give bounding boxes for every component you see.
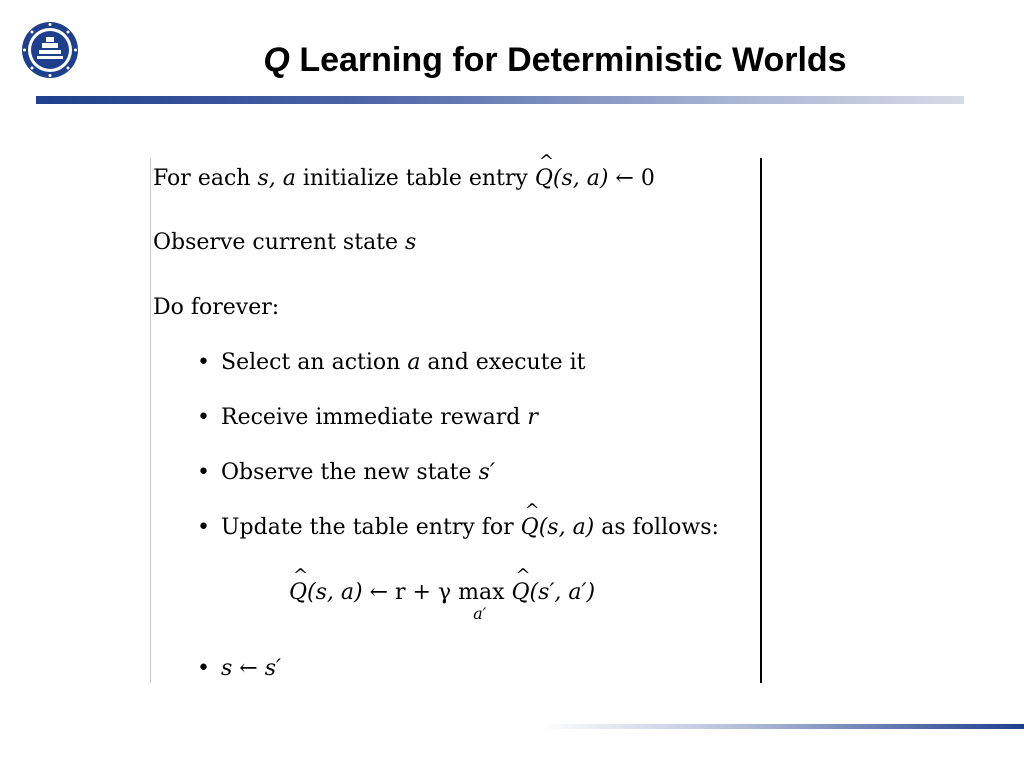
title-underline <box>36 96 964 104</box>
eq-args-right: (s′, a′) <box>529 580 596 605</box>
eq-q-right: ^ Q <box>512 580 530 605</box>
init-vars: s, a <box>257 166 296 191</box>
step-text: Select an action a and execute it <box>221 350 586 375</box>
eq-q-left: ^ Q <box>289 580 307 605</box>
eq-operator: ← r + γ <box>362 580 459 605</box>
init-line <box>153 166 655 191</box>
slide-title <box>0 38 1024 82</box>
observe-var: s <box>405 230 417 255</box>
bullet-icon: • <box>197 460 210 485</box>
step-text: s ← s′ <box>221 656 281 681</box>
step-text: Observe the new state s′ <box>221 460 495 485</box>
observe-text: Observe current state <box>153 230 406 255</box>
eq-max-sub: a′ <box>473 604 487 623</box>
observe-line <box>153 230 416 255</box>
eq-args-left: (s, a) <box>307 580 363 605</box>
init-prefix: For each <box>153 166 258 191</box>
bullet-icon: • <box>197 405 210 430</box>
eq-max: max a′ <box>458 580 505 623</box>
init-q-hat: ^ Q <box>535 166 553 191</box>
init-assign: ← 0 <box>608 166 655 191</box>
algorithm-box <box>150 158 762 683</box>
title-q: Q <box>263 41 290 79</box>
footer-rule <box>540 724 1024 729</box>
step-text: Receive immediate reward r <box>221 405 538 430</box>
update-equation <box>289 580 596 623</box>
init-middle: initialize table entry <box>295 166 535 191</box>
bullet-icon: • <box>197 656 210 681</box>
loop-label: Do forever: <box>153 295 280 320</box>
bullet-icon: • <box>197 350 210 375</box>
step-text: Update the table entry for ^ Q(s, a) as follows: <box>221 515 719 540</box>
init-args: (s, a) <box>552 166 609 191</box>
title-text: Learning for Deterministic Worlds <box>299 41 847 79</box>
bullet-icon: • <box>197 515 210 540</box>
